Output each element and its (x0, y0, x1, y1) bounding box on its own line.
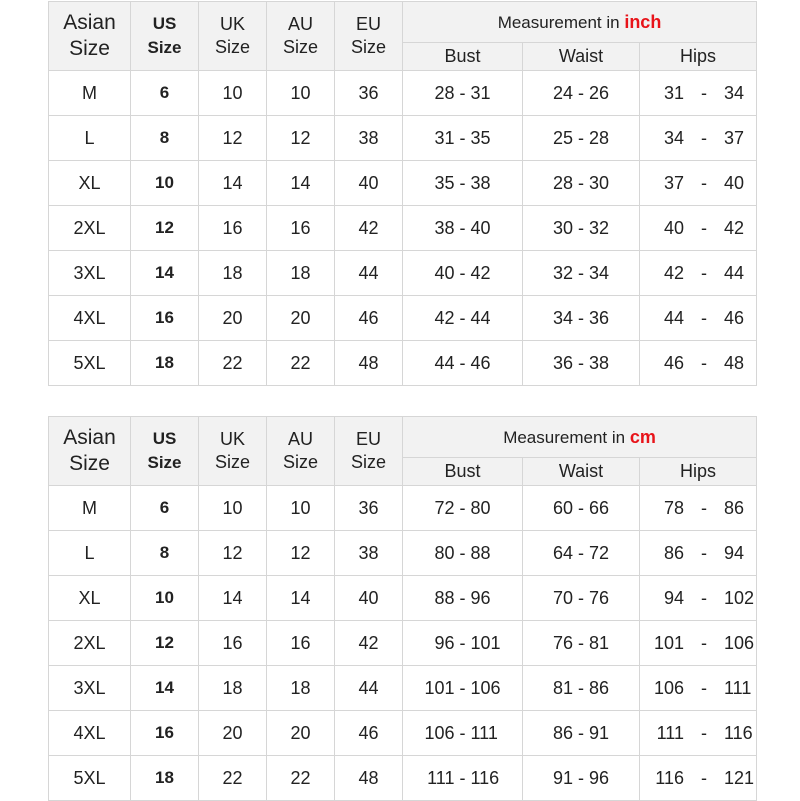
bust-range-cell (403, 756, 523, 801)
hips-min: 106 (653, 677, 684, 698)
header-bust: Bust (403, 43, 523, 71)
hips-min: 116 (655, 767, 684, 788)
uk-size-cell: 22 (199, 341, 267, 386)
uk-size-cell: 12 (199, 116, 267, 161)
waist-max: 76 (589, 587, 610, 608)
waist-range-cell (523, 486, 640, 531)
waist-min: 32 (552, 262, 573, 283)
bust-min: 40 (434, 262, 455, 283)
range-dash: - (701, 352, 707, 373)
range-dash: - (701, 497, 707, 518)
range-dash: - (578, 127, 584, 148)
range-dash: - (578, 497, 584, 518)
au-size-cell: 14 (267, 161, 335, 206)
hips-max: 116 (724, 722, 753, 743)
range-dash: - (701, 307, 707, 328)
eu-size-cell: 36 (335, 71, 403, 116)
uk-size-cell: 14 (199, 161, 267, 206)
unit-label: cm (629, 426, 656, 447)
hips-range-cell (640, 621, 757, 666)
table-row (49, 206, 757, 251)
asian-size-cell: 5XL (49, 756, 131, 801)
hips-max: 86 (724, 497, 745, 518)
bust-max: 31 (470, 82, 491, 103)
waist-max: 30 (589, 172, 610, 193)
au-size-cell: 10 (267, 71, 335, 116)
hips-max: 46 (724, 307, 745, 328)
bust-max: 88 (470, 542, 491, 563)
waist-max: 86 (589, 677, 610, 698)
hips-min: 37 (663, 172, 684, 193)
bust-max: 80 (470, 497, 491, 518)
table-row (49, 251, 757, 296)
hips-min: 46 (663, 352, 684, 373)
au-size-cell: 18 (267, 666, 335, 711)
hips-min: 111 (656, 722, 684, 743)
table-row (49, 666, 757, 711)
eu-size-cell: 46 (335, 296, 403, 341)
us-size-cell: 16 (131, 711, 199, 756)
table-row (49, 531, 757, 576)
au-size-cell: 16 (267, 621, 335, 666)
range-dash: - (578, 262, 584, 283)
range-dash: - (578, 722, 584, 743)
waist-min: 70 (552, 587, 573, 608)
asian-size-cell: M (49, 71, 131, 116)
waist-max: 32 (589, 217, 610, 238)
range-dash: - (578, 172, 584, 193)
hips-max: 40 (724, 172, 745, 193)
header-hips: Hips (640, 43, 757, 71)
range-dash: - (701, 127, 707, 148)
bust-range-cell (403, 666, 523, 711)
us-size-cell: 10 (131, 576, 199, 621)
bust-max: 111 (470, 722, 498, 743)
bust-range-cell (403, 296, 523, 341)
bust-max: 106 (470, 677, 501, 698)
hips-range-cell (640, 756, 757, 801)
uk-size-cell: 18 (199, 251, 267, 296)
bust-range-cell (403, 711, 523, 756)
waist-min: 76 (552, 632, 573, 653)
waist-range-cell (523, 621, 640, 666)
table-row (49, 486, 757, 531)
hips-max: 34 (724, 82, 745, 103)
eu-size-cell: 40 (335, 576, 403, 621)
bust-range-cell (403, 116, 523, 161)
waist-max: 38 (589, 352, 610, 373)
hips-range-cell (640, 576, 757, 621)
au-size-cell: 20 (267, 296, 335, 341)
table-row (49, 71, 757, 116)
range-dash: - (578, 767, 584, 788)
table-row (49, 621, 757, 666)
au-size-cell: 10 (267, 486, 335, 531)
us-size-cell: 12 (131, 206, 199, 251)
hips-max: 111 (724, 677, 752, 698)
hips-max: 44 (724, 262, 745, 283)
waist-range-cell (523, 251, 640, 296)
header-us-size: US Size (131, 2, 199, 71)
eu-size-cell: 46 (335, 711, 403, 756)
waist-max: 91 (589, 722, 610, 743)
waist-max: 26 (589, 82, 610, 103)
range-dash: - (578, 677, 584, 698)
range-dash: - (459, 262, 466, 283)
bust-max: 96 (470, 587, 491, 608)
range-dash: - (701, 217, 707, 238)
waist-range-cell (523, 296, 640, 341)
range-dash: - (701, 82, 707, 103)
range-dash: - (578, 542, 584, 563)
eu-size-cell: 42 (335, 206, 403, 251)
hips-range-cell (640, 116, 757, 161)
bust-range-cell (403, 71, 523, 116)
waist-range-cell (523, 756, 640, 801)
bust-min: 72 (434, 497, 455, 518)
bust-min: 35 (434, 172, 455, 193)
bust-max: 40 (470, 217, 491, 238)
range-dash: - (578, 587, 584, 608)
bust-range-cell (403, 206, 523, 251)
table-row (49, 161, 757, 206)
bust-range-cell (403, 341, 523, 386)
range-dash: - (459, 172, 466, 193)
hips-range-cell (640, 531, 757, 576)
uk-size-cell: 16 (199, 621, 267, 666)
hips-range-cell (640, 71, 757, 116)
hips-max: 42 (724, 217, 745, 238)
eu-size-cell: 40 (335, 161, 403, 206)
uk-size-cell: 22 (199, 756, 267, 801)
asian-size-cell: 3XL (49, 251, 131, 296)
waist-range-cell (523, 206, 640, 251)
waist-range-cell (523, 71, 640, 116)
size-chart-cm (48, 416, 757, 801)
us-size-cell: 8 (131, 531, 199, 576)
au-size-cell: 18 (267, 251, 335, 296)
hips-range-cell (640, 486, 757, 531)
bust-min: 101 (424, 677, 455, 698)
eu-size-cell: 38 (335, 116, 403, 161)
table-row (49, 296, 757, 341)
range-dash: - (578, 632, 584, 653)
us-size-cell: 6 (131, 71, 199, 116)
uk-size-cell: 20 (199, 296, 267, 341)
us-size-cell: 12 (131, 621, 199, 666)
asian-size-cell: 4XL (49, 296, 131, 341)
header-waist: Waist (523, 458, 640, 486)
asian-size-cell: 3XL (49, 666, 131, 711)
range-dash: - (459, 587, 466, 608)
header-asian-size: Asian Size (49, 2, 131, 71)
us-size-cell: 14 (131, 251, 199, 296)
waist-min: 28 (552, 172, 573, 193)
eu-size-cell: 38 (335, 531, 403, 576)
waist-max: 96 (589, 767, 610, 788)
header-waist: Waist (523, 43, 640, 71)
uk-size-cell: 14 (199, 576, 267, 621)
bust-range-cell (403, 161, 523, 206)
bust-max: 116 (470, 767, 500, 788)
eu-size-cell: 48 (335, 756, 403, 801)
unit-label: inch (624, 11, 662, 32)
waist-range-cell (523, 116, 640, 161)
us-size-cell: 18 (131, 756, 199, 801)
bust-min: 31 (434, 127, 455, 148)
hips-max: 106 (724, 632, 755, 653)
bust-max: 35 (470, 127, 491, 148)
bust-min: 111 (427, 767, 455, 788)
waist-range-cell (523, 531, 640, 576)
au-size-cell: 22 (267, 756, 335, 801)
eu-size-cell: 44 (335, 251, 403, 296)
bust-min: 38 (434, 217, 455, 238)
bust-min: 96 (434, 632, 455, 653)
us-size-cell: 14 (131, 666, 199, 711)
uk-size-cell: 20 (199, 711, 267, 756)
range-dash: - (459, 82, 466, 103)
header-uk-size: UK Size (199, 2, 267, 71)
waist-range-cell (523, 341, 640, 386)
asian-size-cell: 5XL (49, 341, 131, 386)
asian-size-cell: 4XL (49, 711, 131, 756)
hips-min: 94 (663, 587, 684, 608)
bust-min: 42 (434, 307, 455, 328)
hips-min: 101 (653, 632, 684, 653)
au-size-cell: 20 (267, 711, 335, 756)
range-dash: - (701, 542, 707, 563)
bust-max: 101 (470, 632, 501, 653)
waist-range-cell (523, 711, 640, 756)
range-dash: - (701, 722, 707, 743)
waist-max: 81 (589, 632, 610, 653)
asian-size-cell: XL (49, 576, 131, 621)
hips-max: 94 (724, 542, 745, 563)
waist-min: 86 (552, 722, 573, 743)
hips-min: 40 (663, 217, 684, 238)
range-dash: - (578, 217, 584, 238)
hips-min: 31 (663, 82, 684, 103)
range-dash: - (459, 497, 466, 518)
waist-range-cell (523, 666, 640, 711)
uk-size-cell: 18 (199, 666, 267, 711)
range-dash: - (578, 82, 584, 103)
asian-size-cell: XL (49, 161, 131, 206)
au-size-cell: 12 (267, 116, 335, 161)
au-size-cell: 14 (267, 576, 335, 621)
hips-range-cell (640, 666, 757, 711)
header-asian-size: Asian Size (49, 417, 131, 486)
us-size-cell: 10 (131, 161, 199, 206)
hips-range-cell (640, 161, 757, 206)
bust-range-cell (403, 251, 523, 296)
bust-min: 88 (434, 587, 455, 608)
hips-max: 37 (724, 127, 745, 148)
hips-range-cell (640, 296, 757, 341)
waist-min: 81 (552, 677, 573, 698)
uk-size-cell: 10 (199, 71, 267, 116)
header-us-size: US Size (131, 417, 199, 486)
bust-range-cell (403, 486, 523, 531)
header-eu-size: EU Size (335, 2, 403, 71)
hips-range-cell (640, 341, 757, 386)
range-dash: - (701, 677, 707, 698)
asian-size-cell: L (49, 116, 131, 161)
uk-size-cell: 10 (199, 486, 267, 531)
range-dash: - (459, 677, 466, 698)
us-size-cell: 16 (131, 296, 199, 341)
eu-size-cell: 36 (335, 486, 403, 531)
hips-min: 78 (663, 497, 684, 518)
hips-max: 48 (724, 352, 745, 373)
header-uk-size: UK Size (199, 417, 267, 486)
hips-range-cell (640, 711, 757, 756)
range-dash: - (459, 217, 466, 238)
header-measurement: Measurement in inch (403, 2, 757, 43)
hips-max: 121 (724, 767, 755, 788)
range-dash: - (701, 262, 707, 283)
hips-range-cell (640, 206, 757, 251)
header-bust: Bust (403, 458, 523, 486)
waist-max: 28 (589, 127, 610, 148)
waist-min: 64 (552, 542, 573, 563)
range-dash: - (701, 632, 707, 653)
uk-size-cell: 12 (199, 531, 267, 576)
bust-max: 46 (470, 352, 491, 373)
range-dash: - (459, 352, 466, 373)
table-row (49, 576, 757, 621)
range-dash: - (459, 542, 466, 563)
hips-min: 86 (663, 542, 684, 563)
header-au-size: AU Size (267, 417, 335, 486)
range-dash: - (701, 172, 707, 193)
eu-size-cell: 48 (335, 341, 403, 386)
bust-min: 44 (434, 352, 455, 373)
au-size-cell: 12 (267, 531, 335, 576)
bust-range-cell (403, 531, 523, 576)
range-dash: - (459, 127, 466, 148)
range-dash: - (459, 767, 466, 788)
bust-min: 106 (424, 722, 455, 743)
hips-range-cell (640, 251, 757, 296)
waist-min: 36 (552, 352, 573, 373)
hips-max: 102 (724, 587, 755, 608)
waist-max: 72 (589, 542, 610, 563)
header-au-size: AU Size (267, 2, 335, 71)
table-row (49, 756, 757, 801)
us-size-cell: 8 (131, 116, 199, 161)
range-dash: - (578, 307, 584, 328)
header-measurement: Measurement in cm (403, 417, 757, 458)
hips-min: 44 (663, 307, 684, 328)
header-eu-size: EU Size (335, 417, 403, 486)
bust-max: 38 (470, 172, 491, 193)
asian-size-cell: 2XL (49, 206, 131, 251)
asian-size-cell: L (49, 531, 131, 576)
range-dash: - (701, 587, 707, 608)
waist-max: 34 (589, 262, 610, 283)
au-size-cell: 22 (267, 341, 335, 386)
us-size-cell: 18 (131, 341, 199, 386)
waist-range-cell (523, 576, 640, 621)
bust-max: 42 (470, 262, 491, 283)
us-size-cell: 6 (131, 486, 199, 531)
table-row (49, 341, 757, 386)
eu-size-cell: 42 (335, 621, 403, 666)
asian-size-cell: M (49, 486, 131, 531)
bust-range-cell (403, 576, 523, 621)
bust-range-cell (403, 621, 523, 666)
bust-max: 44 (470, 307, 491, 328)
header-hips: Hips (640, 458, 757, 486)
bust-min: 28 (434, 82, 455, 103)
waist-max: 36 (589, 307, 610, 328)
waist-min: 91 (552, 767, 573, 788)
hips-min: 34 (663, 127, 684, 148)
waist-max: 66 (589, 497, 610, 518)
range-dash: - (701, 767, 707, 788)
waist-min: 34 (552, 307, 573, 328)
size-chart-inch (48, 1, 757, 386)
range-dash: - (459, 722, 466, 743)
waist-min: 30 (552, 217, 573, 238)
au-size-cell: 16 (267, 206, 335, 251)
waist-range-cell (523, 161, 640, 206)
waist-min: 60 (552, 497, 573, 518)
asian-size-cell: 2XL (49, 621, 131, 666)
range-dash: - (578, 352, 584, 373)
table-row (49, 116, 757, 161)
range-dash: - (459, 632, 466, 653)
uk-size-cell: 16 (199, 206, 267, 251)
eu-size-cell: 44 (335, 666, 403, 711)
hips-min: 42 (663, 262, 684, 283)
range-dash: - (459, 307, 466, 328)
waist-min: 24 (552, 82, 573, 103)
table-row (49, 711, 757, 756)
bust-min: 80 (434, 542, 455, 563)
waist-min: 25 (552, 127, 573, 148)
